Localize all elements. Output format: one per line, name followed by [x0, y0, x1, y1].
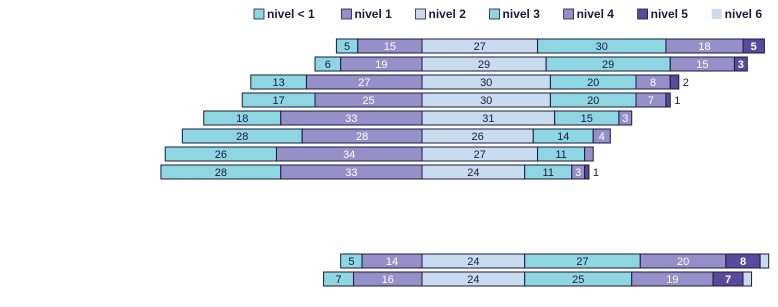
bar-label-g1-r0-s3: 27: [576, 256, 589, 268]
legend-swatch-5: [638, 9, 648, 19]
bar-label-g0-r4-s3: 15: [580, 113, 593, 125]
bar-label-g1-r0-s0: 5: [348, 256, 355, 268]
bar-label-g0-r7-s4: 3: [575, 167, 582, 179]
bar-g1-r1-s6: [743, 272, 752, 286]
bar-label-g0-r5-s0: 28: [236, 131, 249, 143]
bar-label-g0-r2-s3: 20: [587, 77, 600, 89]
legend-label-0: nivel < 1: [267, 7, 315, 21]
legend-swatch-6: [712, 9, 722, 19]
bar-g0-r6-s4: [585, 147, 594, 161]
bar-outside-label-g0-r3: 1: [674, 95, 681, 107]
bar-label-g0-r5-s1: 28: [355, 131, 369, 143]
bar-label-g1-r1-s3: 25: [572, 274, 585, 286]
legend-label-1: nivel 1: [354, 7, 392, 21]
bar-label-g0-r5-s4: 4: [598, 131, 605, 143]
bar-label-g0-r7-s1: 33: [345, 167, 358, 179]
bar-label-g0-r3-s2: 30: [480, 95, 493, 107]
bar-label-g0-r4-s1: 33: [345, 113, 358, 125]
bar-label-g0-r0-s4: 18: [698, 41, 711, 53]
bar-g0-r7-s5: [585, 165, 589, 179]
bar-label-g0-r1-s2: 29: [477, 59, 491, 71]
legend-swatch-2: [416, 9, 426, 19]
bar-label-g0-r0-s3: 30: [595, 41, 608, 53]
bar-label-g0-r1-s3: 29: [602, 59, 615, 71]
bar-label-g0-r0-s0: 5: [344, 41, 351, 53]
legend-swatch-1: [341, 9, 351, 19]
bar-g0-r2-s5: [670, 75, 679, 89]
bar-label-g0-r7-s2: 24: [467, 167, 480, 179]
bar-label-g0-r2-s0: 13: [272, 77, 285, 89]
legend: [254, 7, 762, 21]
bar-label-g0-r5-s2: 26: [471, 131, 484, 143]
bar-label-g1-r0-s2: 24: [467, 256, 480, 268]
bar-label-g1-r1-s5: 7: [724, 274, 732, 286]
bar-label-g0-r1-s5: 3: [737, 59, 744, 71]
bar-label-g0-r6-s3: 11: [555, 149, 567, 161]
legend-swatch-0: [254, 9, 264, 19]
legend-label-2: nivel 2: [428, 7, 466, 21]
bar-label-g0-r6-s1: 34: [343, 149, 356, 161]
bar-label-g0-r3-s1: 25: [362, 95, 375, 107]
legend-swatch-4: [564, 9, 574, 19]
bar-label-g0-r2-s2: 30: [480, 77, 493, 89]
legend-label-3: nivel 3: [502, 7, 540, 21]
bar-label-g0-r4-s4: 3: [622, 113, 629, 125]
bar-label-g0-r4-s0: 18: [236, 113, 249, 125]
bar-label-g0-r5-s3: 14: [557, 131, 570, 143]
bar-g1-r0-s6: [760, 254, 769, 268]
bar-label-g0-r0-s5: 5: [750, 41, 757, 53]
bar-label-g0-r1-s1: 19: [375, 59, 388, 71]
legend-label-4: nivel 4: [576, 7, 614, 21]
bar-label-g0-r4-s2: 31: [482, 113, 495, 125]
bar-label-g1-r0-s1: 14: [385, 256, 399, 268]
bar-label-g0-r1-s4: 15: [696, 59, 709, 71]
bar-g0-r3-s5: [666, 93, 670, 107]
bar-outside-label-g0-r7: 1: [592, 167, 600, 179]
bars: [161, 39, 769, 286]
bar-label-g0-r3-s3: 20: [587, 95, 600, 107]
bar-outside-label-g0-r2: 2: [682, 77, 689, 89]
legend-swatch-3: [490, 9, 500, 19]
bar-label-g0-r6-s2: 27: [473, 149, 486, 161]
bar-label-g0-r0-s1: 15: [383, 41, 397, 53]
bar-label-g0-r2-s4: 8: [650, 77, 657, 89]
bar-label-g1-r0-s4: 20: [676, 256, 690, 268]
bar-label-g0-r6-s0: 26: [214, 149, 227, 161]
bar-label-g0-r0-s2: 27: [473, 41, 486, 53]
bar-label-g0-r7-s0: 28: [214, 167, 227, 179]
legend-label-6: nivel 6: [724, 7, 763, 21]
bar-label-g1-r1-s1: 16: [381, 274, 394, 286]
bar-label-g0-r3-s4: 7: [647, 95, 655, 107]
bar-label-g0-r1-s0: 6: [324, 59, 331, 71]
bar-label-g1-r0-s5: 8: [739, 256, 747, 268]
bar-label-g1-r1-s0: 7: [335, 274, 342, 286]
bar-label-g0-r2-s1: 27: [358, 77, 371, 89]
legend-label-5: nivel 5: [650, 7, 688, 21]
bar-label-g0-r7-s3: 11: [542, 167, 554, 179]
bar-label-g1-r1-s2: 24: [467, 274, 480, 286]
bar-label-g1-r1-s4: 19: [666, 274, 679, 286]
bar-label-g0-r3-s0: 17: [272, 95, 285, 107]
